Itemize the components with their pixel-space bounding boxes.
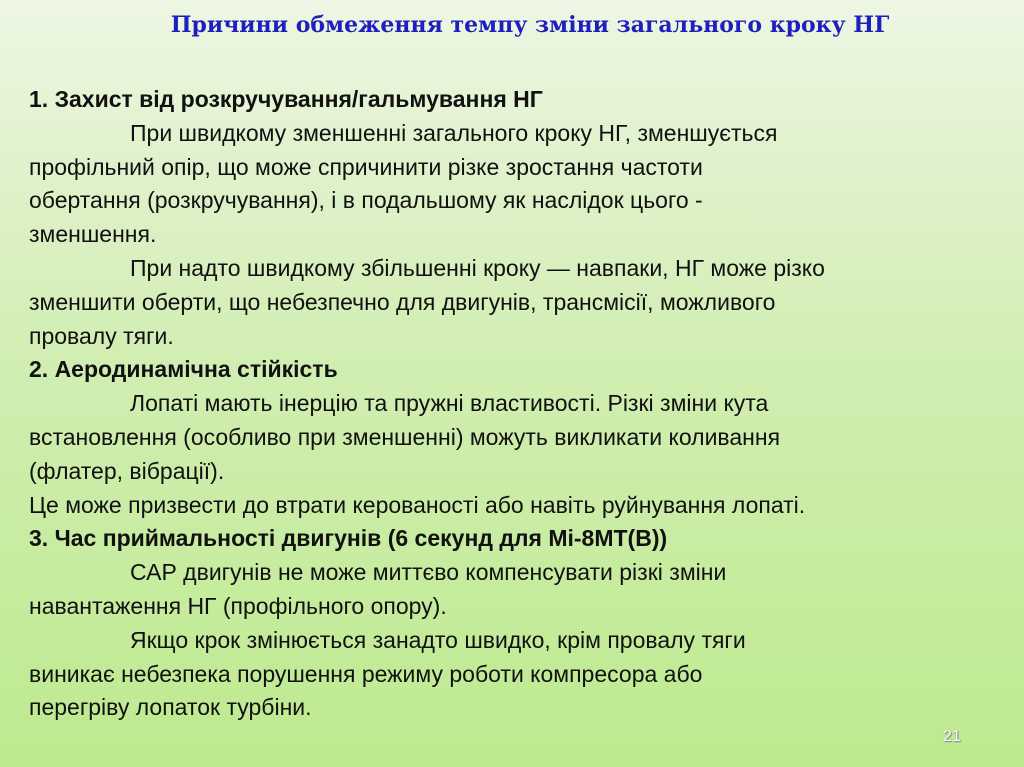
section-2-note: Це може призвести до втрати керованості або навіть руйнування лопаті.: [29, 491, 806, 518]
section-3-paragraph-2: Якщо крок змінюється занадто швидко, крім провалу тяги виникає небезпека порушення режиму роботи компресора або перегріву лопаток турбіни.: [29, 626, 746, 721]
section-heading-3: 3. Час приймальності двигунів (6 секунд для Мі-8МТ(В)): [29, 525, 668, 552]
section-3-paragraph-1: САР двигунів не може миттєво компенсувати різкі зміни навантаження НГ (профільного опору).: [29, 559, 727, 619]
slide-content: [29, 83, 1004, 725]
section-1-paragraph-2: При надто швидкому збільшенні кроку — навпаки, НГ може різко зменшити оберти, що небезпечно для двигунів, трансмісії, можливого провалу тяги.: [29, 254, 825, 349]
section-heading-1: 1. Захист від розкручування/гальмування НГ: [29, 86, 543, 112]
slide-title: Причини обмеження темпу зміни загального кроку НГ: [170, 12, 890, 38]
page-number: 21: [943, 728, 961, 745]
section-heading-2: 2. Аеродинамічна стійкість: [29, 356, 338, 383]
section-1-paragraph-1: При швидкому зменшенні загального кроку НГ, зменшується профільний опір, що може спричинити різке зростання частоти обертання (розкручування), і в подальшому як наслідок цього - зменшення.: [29, 119, 778, 248]
section-2-paragraph-1: Лопаті мають інерцію та пружні властивості. Різкі зміни кута встановлення (особливо при зменшенні) можуть викликати коливання (флатер, вібрації).: [29, 390, 781, 484]
